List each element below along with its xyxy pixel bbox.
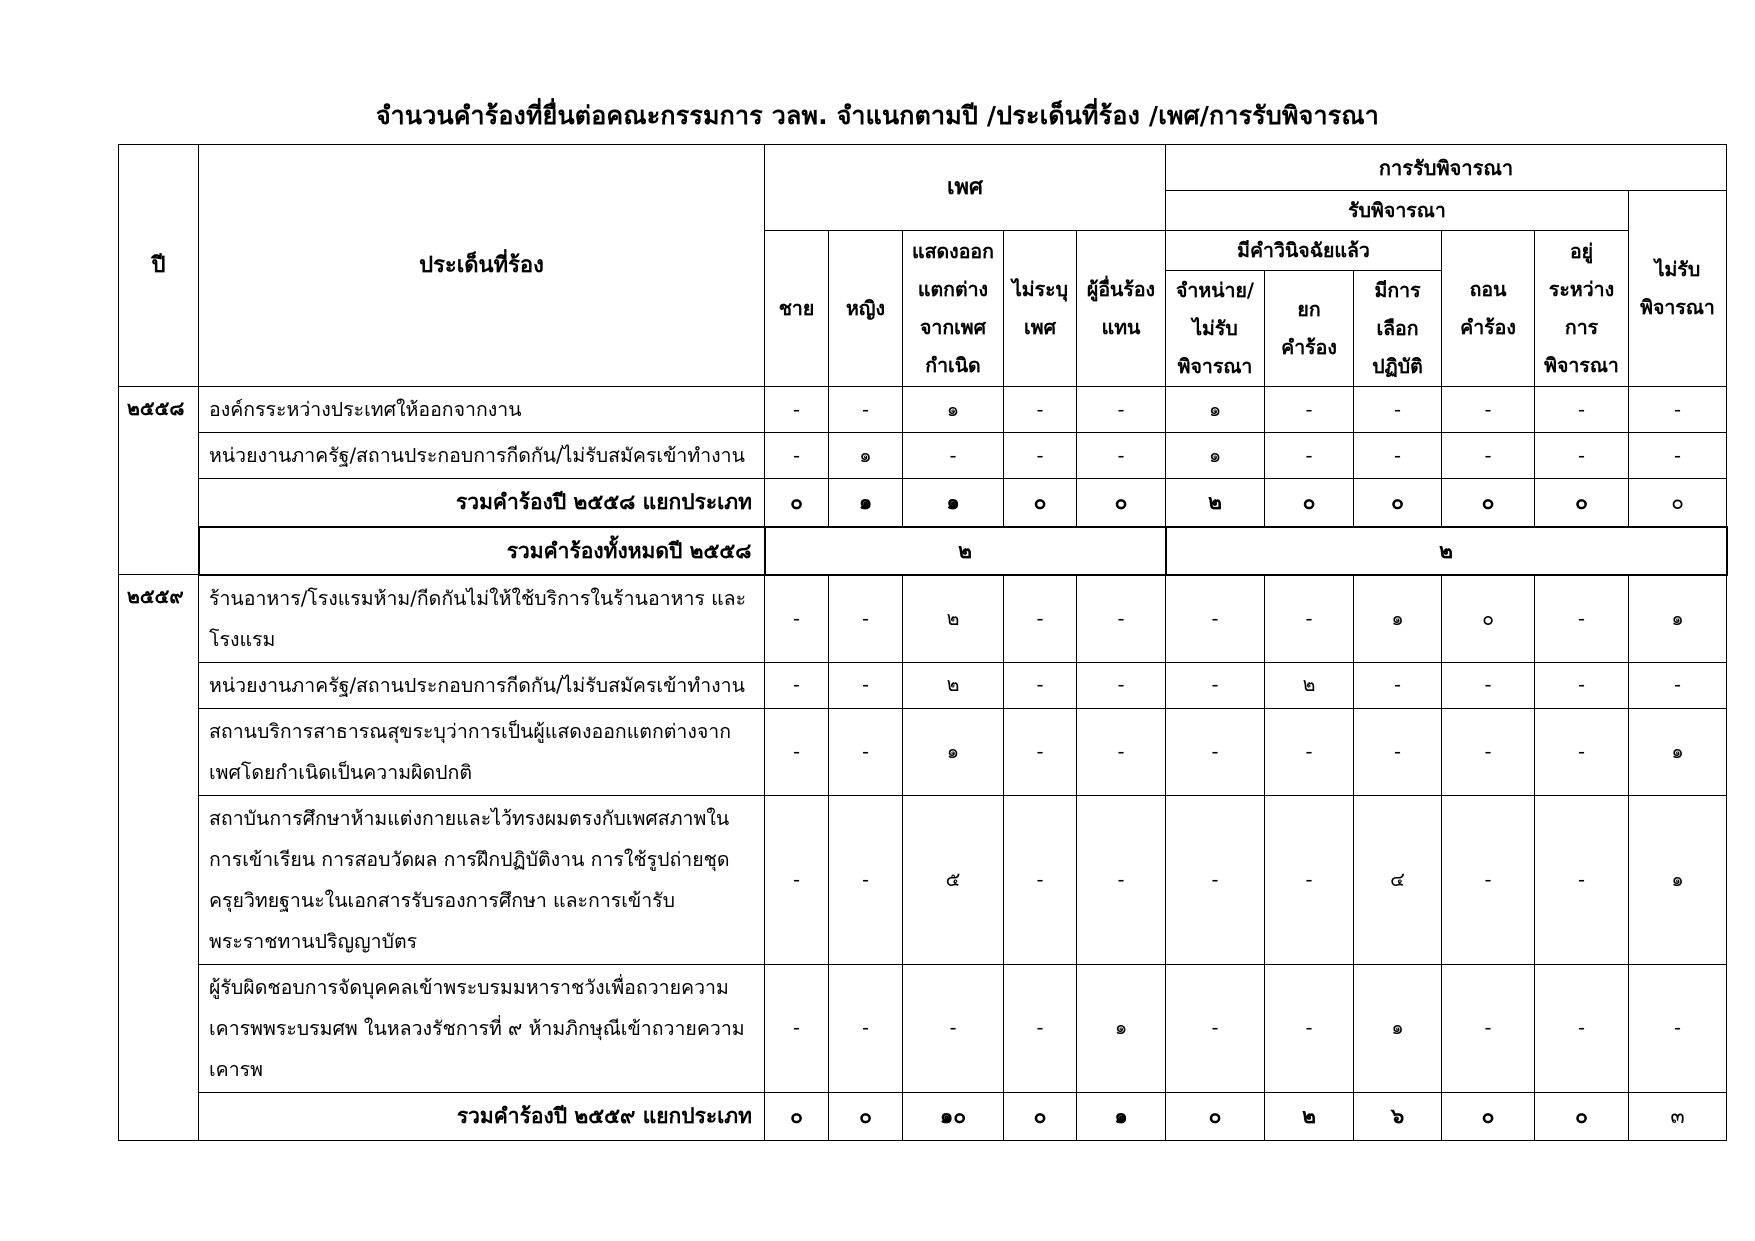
page-title: จำนวนคำร้องที่ยื่นต่อคณะกรรมการ วลพ. จำแนกตามปี /ประเด็นที่ร้อง /เพศ/การรับพิจารณา xyxy=(376,101,1379,130)
total-gender-cell: ๒ xyxy=(765,527,1166,575)
value-cell: - xyxy=(1265,795,1354,964)
value-cell: - xyxy=(765,387,829,433)
subtotal-cell: ๐ xyxy=(829,1092,903,1140)
value-cell: - xyxy=(1535,795,1629,964)
subtotal-cell: ๐ xyxy=(1442,1092,1535,1140)
header-accepted: รับพิจารณา xyxy=(1166,191,1629,231)
issue-cell: หน่วยงานภาครัฐ/สถานประกอบการกีดกัน/ไม่รับสมัครเข้าทำงาน xyxy=(199,433,765,479)
issue-cell: สถาบันการศึกษาห้ามแต่งกายและไว้ทรงผมตรงกับเพศสภาพในการเข้าเรียน การสอบวัดผล การฝึกปฏิบัติงาน การใช้รูปถ่ายชุดครุยวิทยฐานะในเอกสารรับรองการศึกษา และการเข้ารับพระราชทานปริญญาบัตร xyxy=(199,795,765,964)
value-cell: ๑ xyxy=(829,433,903,479)
value-cell: - xyxy=(1442,662,1535,708)
subtotal-cell: ๑ xyxy=(1077,1092,1166,1140)
value-cell: - xyxy=(829,662,903,708)
value-cell: - xyxy=(1629,964,1727,1092)
subtotal-cell: ๒ xyxy=(1166,479,1265,527)
value-cell: ๒ xyxy=(903,662,1004,708)
value-cell: ๑ xyxy=(1354,575,1442,663)
value-cell: ๑ xyxy=(1629,575,1727,663)
value-cell: - xyxy=(829,387,903,433)
header-dismissed: จำหน่าย/ไม่รับพิจารณา xyxy=(1166,271,1265,387)
table-row xyxy=(119,662,1727,708)
value-cell: - xyxy=(1535,662,1629,708)
header-withdrawn: ถอนคำร้อง xyxy=(1442,231,1535,387)
value-cell: - xyxy=(1004,575,1077,663)
value-cell: - xyxy=(1004,708,1077,795)
value-cell: ๑ xyxy=(903,387,1004,433)
value-cell: - xyxy=(765,662,829,708)
value-cell: - xyxy=(1004,795,1077,964)
header-not-accepted: ไม่รับพิจารณา xyxy=(1629,191,1727,387)
value-cell: - xyxy=(829,708,903,795)
subtotal-cell: ๖ xyxy=(1354,1092,1442,1140)
header-proxy: ผู้อื่นร้องแทน xyxy=(1077,231,1166,387)
value-cell: - xyxy=(1535,433,1629,479)
header-female: หญิง xyxy=(829,231,903,387)
value-cell: - xyxy=(1442,795,1535,964)
value-cell: - xyxy=(1166,708,1265,795)
subtotal-cell: ๐ xyxy=(1535,1092,1629,1140)
year-cell-2558: ๒๕๕๘ xyxy=(119,387,199,575)
header-decided: มีคำวินิจฉัยแล้ว xyxy=(1166,231,1442,271)
value-cell: - xyxy=(1265,575,1354,663)
value-cell: - xyxy=(1166,795,1265,964)
value-cell: - xyxy=(1354,387,1442,433)
value-cell: - xyxy=(1004,662,1077,708)
value-cell: - xyxy=(765,575,829,663)
subtotal-cell: ๑ xyxy=(903,479,1004,527)
value-cell: ๕ xyxy=(903,795,1004,964)
value-cell: ๒ xyxy=(1265,662,1354,708)
value-cell: - xyxy=(1265,387,1354,433)
subtotal-cell: ๐ xyxy=(1354,479,1442,527)
subtotal-label: รวมคำร้องปี ๒๕๕๘ แยกประเภท xyxy=(199,479,765,527)
value-cell: - xyxy=(1077,387,1166,433)
table-row xyxy=(119,795,1727,964)
value-cell: - xyxy=(829,964,903,1092)
header-year: ปี xyxy=(119,145,199,387)
value-cell: - xyxy=(1166,575,1265,663)
header-issue: ประเด็นที่ร้อง xyxy=(199,145,765,387)
value-cell: ๑ xyxy=(1077,964,1166,1092)
header-pending: อยู่ระหว่างการพิจารณา xyxy=(1535,231,1629,387)
table-row xyxy=(119,387,1727,433)
issue-cell: องค์กรระหว่างประเทศให้ออกจากงาน xyxy=(199,387,765,433)
value-cell: - xyxy=(1354,433,1442,479)
subtotal-cell: ๐ xyxy=(1166,1092,1265,1140)
value-cell: - xyxy=(1166,964,1265,1092)
year-cell-2559: ๒๕๕๙ xyxy=(119,575,199,1141)
subtotal-cell: ๐ xyxy=(1629,479,1727,527)
subtotal-cell: ๐ xyxy=(765,479,829,527)
subtotal-cell: ๑ xyxy=(829,479,903,527)
value-cell: - xyxy=(765,708,829,795)
subtotal-cell: ๐ xyxy=(1265,479,1354,527)
subtotal-cell: ๐ xyxy=(1077,479,1166,527)
value-cell: - xyxy=(1629,433,1727,479)
header-rejected: ยกคำร้อง xyxy=(1265,271,1354,387)
value-cell: - xyxy=(903,964,1004,1092)
header-gender: เพศ xyxy=(765,145,1166,231)
header-male: ชาย xyxy=(765,231,829,387)
total-label: รวมคำร้องทั้งหมดปี ๒๕๕๘ xyxy=(199,527,765,575)
value-cell: ๑ xyxy=(1629,795,1727,964)
value-cell: - xyxy=(1265,708,1354,795)
subtotal-row-2558 xyxy=(119,479,1727,527)
value-cell: - xyxy=(765,964,829,1092)
value-cell: - xyxy=(1077,575,1166,663)
table-row xyxy=(119,964,1727,1092)
value-cell: ๑ xyxy=(903,708,1004,795)
value-cell: - xyxy=(829,795,903,964)
value-cell: - xyxy=(1354,708,1442,795)
subtotal-cell: ๓ xyxy=(1629,1092,1727,1140)
value-cell: - xyxy=(1077,433,1166,479)
total-consideration-cell: ๒ xyxy=(1166,527,1727,575)
value-cell: - xyxy=(1004,964,1077,1092)
value-cell: - xyxy=(1535,708,1629,795)
subtotal-cell: ๐ xyxy=(765,1092,829,1140)
header-consideration: การรับพิจารณา xyxy=(1166,145,1727,191)
table-row xyxy=(119,433,1727,479)
subtotal-cell: ๐ xyxy=(1535,479,1629,527)
value-cell: ๑ xyxy=(1166,433,1265,479)
header-diverse: แสดงออกแตกต่างจากเพศกำเนิด xyxy=(903,231,1004,387)
value-cell: - xyxy=(1265,964,1354,1092)
total-row-2558 xyxy=(119,527,1727,575)
value-cell: - xyxy=(1535,575,1629,663)
value-cell: - xyxy=(765,795,829,964)
value-cell: - xyxy=(1077,795,1166,964)
value-cell: - xyxy=(1166,662,1265,708)
value-cell: - xyxy=(1004,433,1077,479)
complaints-table xyxy=(118,144,1728,1141)
value-cell: - xyxy=(1004,387,1077,433)
value-cell: - xyxy=(1629,662,1727,708)
value-cell: - xyxy=(903,433,1004,479)
value-cell: - xyxy=(1629,387,1727,433)
subtotal-cell: ๐ xyxy=(1004,1092,1077,1140)
value-cell: - xyxy=(1442,964,1535,1092)
value-cell: ๒ xyxy=(903,575,1004,663)
subtotal-cell: ๒ xyxy=(1265,1092,1354,1140)
table-row xyxy=(119,575,1727,663)
issue-cell: ร้านอาหาร/โรงแรมห้าม/กีดกันไม่ให้ใช้บริการในร้านอาหาร และโรงแรม xyxy=(199,575,765,663)
header-unspecified: ไม่ระบุเพศ xyxy=(1004,231,1077,387)
value-cell: - xyxy=(1442,387,1535,433)
subtotal-cell: ๐ xyxy=(1442,479,1535,527)
value-cell: - xyxy=(1442,433,1535,479)
subtotal-row-2559 xyxy=(119,1092,1727,1140)
value-cell: ๐ xyxy=(1442,575,1535,663)
issue-cell: ผู้รับผิดชอบการจัดบุคคลเข้าพระบรมมหาราชวังเพื่อถวายความเคารพพระบรมศพ ในหลวงรัชการที่ ๙ ห้ามภิกษุณีเข้าถวายความเคารพ xyxy=(199,964,765,1092)
value-cell: - xyxy=(1265,433,1354,479)
table-row xyxy=(119,708,1727,795)
value-cell: ๔ xyxy=(1354,795,1442,964)
value-cell: - xyxy=(829,575,903,663)
header-remedy: มีการเลือกปฏิบัติ xyxy=(1354,271,1442,387)
issue-cell: หน่วยงานภาครัฐ/สถานประกอบการกีดกัน/ไม่รับสมัครเข้าทำงาน xyxy=(199,662,765,708)
value-cell: - xyxy=(1077,708,1166,795)
value-cell: - xyxy=(1535,387,1629,433)
issue-cell: สถานบริการสาธารณสุขระบุว่าการเป็นผู้แสดงออกแตกต่างจากเพศโดยกำเนิดเป็นความผิดปกติ xyxy=(199,708,765,795)
value-cell: ๑ xyxy=(1629,708,1727,795)
value-cell: - xyxy=(1442,708,1535,795)
value-cell: ๑ xyxy=(1354,964,1442,1092)
value-cell: - xyxy=(1535,964,1629,1092)
value-cell: ๑ xyxy=(1166,387,1265,433)
value-cell: - xyxy=(1077,662,1166,708)
value-cell: - xyxy=(765,433,829,479)
subtotal-cell: ๐ xyxy=(1004,479,1077,527)
subtotal-label: รวมคำร้องปี ๒๕๕๙ แยกประเภท xyxy=(199,1092,765,1140)
value-cell: - xyxy=(1354,662,1442,708)
subtotal-cell: ๑๐ xyxy=(903,1092,1004,1140)
